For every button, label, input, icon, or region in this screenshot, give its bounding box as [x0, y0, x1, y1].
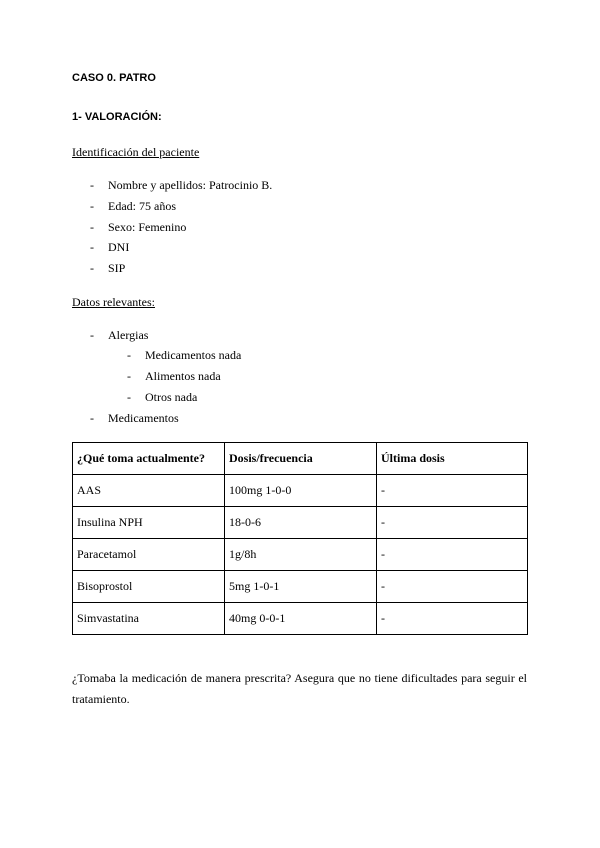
bullet-dash: -: [90, 178, 94, 192]
patient-sex: Sexo: Femenino: [108, 220, 187, 234]
table-row: [73, 475, 528, 507]
column-header-medication: ¿Qué toma actualmente?: [73, 443, 225, 475]
patient-age: Edad: 75 años: [108, 199, 176, 213]
table-row: [73, 539, 528, 571]
relevant-data-heading: Datos relevantes:: [72, 295, 155, 309]
bullet-dash: -: [127, 369, 131, 383]
table-cell: Simvastatina: [73, 603, 225, 635]
allergy-foods: Alimentos nada: [145, 369, 221, 383]
table-row: [73, 603, 528, 635]
allergy-medications: Medicamentos nada: [145, 348, 242, 362]
table-cell: 18-0-6: [225, 507, 377, 539]
column-header-last-dose: Última dosis: [377, 443, 528, 475]
table-cell: 1g/8h: [225, 539, 377, 571]
table-cell: Bisoprostol: [73, 571, 225, 603]
table-cell: Paracetamol: [73, 539, 225, 571]
table-cell: -: [377, 571, 528, 603]
table-cell: 5mg 1-0-1: [225, 571, 377, 603]
table-cell: Insulina NPH: [73, 507, 225, 539]
table-cell: -: [377, 603, 528, 635]
case-title: CASO 0. PATRO: [72, 72, 156, 84]
allergies-label: Alergias: [108, 328, 149, 342]
bullet-dash: -: [90, 240, 94, 254]
medication-table: [72, 442, 528, 635]
table-cell: -: [377, 475, 528, 507]
medication-adherence-paragraph: ¿Tomaba la medicación de manera prescrita? Asegura que no tiene dificultades para seguir el tratamiento.: [72, 671, 527, 706]
bullet-dash: -: [90, 220, 94, 234]
allergy-others: Otros nada: [145, 390, 198, 404]
table-cell: 100mg 1-0-0: [225, 475, 377, 507]
table-cell: -: [377, 539, 528, 571]
bullet-dash: -: [90, 328, 94, 342]
bullet-dash: -: [90, 261, 94, 275]
bullet-dash: -: [90, 411, 94, 425]
patient-sip: SIP: [108, 261, 126, 275]
table-cell: -: [377, 507, 528, 539]
bullet-dash: -: [90, 199, 94, 213]
patient-dni: DNI: [108, 240, 130, 254]
table-cell: 40mg 0-0-1: [225, 603, 377, 635]
table-cell: AAS: [73, 475, 225, 507]
table-row: [73, 571, 528, 603]
bullet-dash: -: [127, 348, 131, 362]
table-row: [73, 507, 528, 539]
medications-label: Medicamentos: [108, 411, 179, 425]
section-title: 1- VALORACIÓN:: [72, 111, 162, 123]
bullet-dash: -: [127, 390, 131, 404]
column-header-dose: Dosis/frecuencia: [225, 443, 377, 475]
table-header-row: [73, 443, 528, 475]
patient-name: Nombre y apellidos: Patrocinio B.: [108, 178, 273, 192]
identification-heading: Identificación del paciente: [72, 145, 200, 159]
